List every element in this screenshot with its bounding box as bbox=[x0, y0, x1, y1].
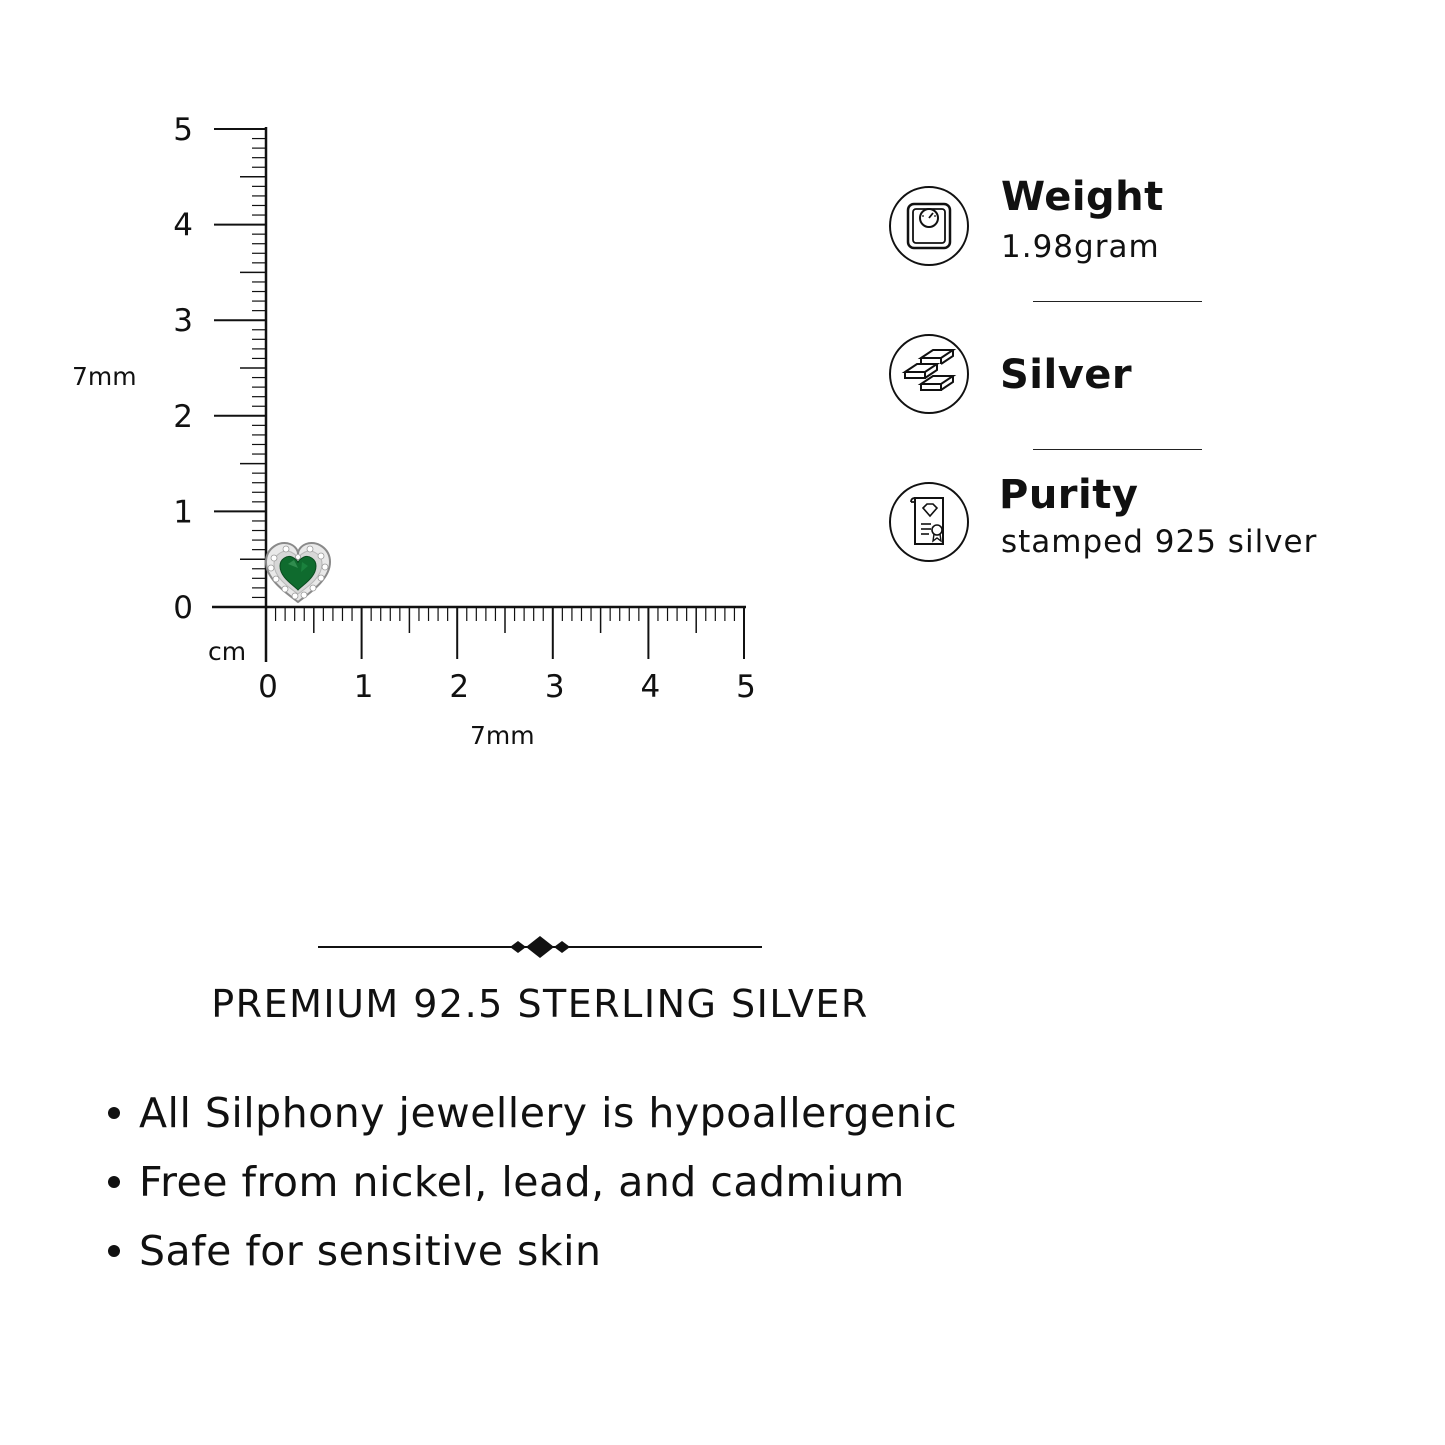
silver-title: Silver bbox=[1000, 352, 1133, 398]
horizontal-tick-label: 5 bbox=[736, 669, 756, 705]
purity-title: Purity bbox=[999, 472, 1139, 518]
list-item bbox=[100, 1218, 957, 1287]
bullet-icon bbox=[108, 1107, 120, 1119]
horizontal-tick-label: 3 bbox=[544, 669, 565, 705]
spec-divider bbox=[1033, 301, 1202, 302]
material-headline: PREMIUM 92.5 STERLING SILVER bbox=[211, 982, 869, 1026]
horizontal-tick-label: 1 bbox=[353, 669, 374, 705]
list-item bbox=[100, 1080, 957, 1149]
feature-list bbox=[100, 1080, 957, 1287]
vertical-size-label: 7mm bbox=[72, 362, 137, 391]
vertical-tick-label: 5 bbox=[173, 112, 193, 148]
horizontal-tick-label: 2 bbox=[449, 669, 470, 705]
spec-divider bbox=[1033, 449, 1202, 450]
horizontal-tick-label: 0 bbox=[258, 669, 278, 705]
horizontal-size-label: 7mm bbox=[470, 721, 535, 750]
weight-title: Weight bbox=[1001, 174, 1164, 220]
bullet-icon bbox=[108, 1176, 120, 1188]
ruler-tick-labels bbox=[173, 112, 756, 705]
weighing-scale-icon bbox=[889, 186, 969, 266]
bullet-icon bbox=[108, 1245, 120, 1257]
vertical-tick-label: 2 bbox=[173, 398, 193, 435]
feature-text: Safe for sensitive skin bbox=[139, 1227, 602, 1275]
unit-label: cm bbox=[208, 637, 247, 666]
ornamental-divider bbox=[316, 930, 764, 964]
vertical-tick-label: 1 bbox=[173, 494, 193, 531]
feature-text: Free from nickel, lead, and cadmium bbox=[139, 1158, 905, 1206]
silver-bars-icon bbox=[889, 334, 969, 414]
certificate-icon bbox=[889, 482, 969, 562]
list-item bbox=[100, 1149, 957, 1218]
vertical-tick-label: 3 bbox=[173, 303, 193, 340]
horizontal-tick-label: 4 bbox=[640, 669, 661, 705]
vertical-tick-label: 4 bbox=[173, 207, 193, 244]
purity-value: stamped 925 silver bbox=[1001, 524, 1318, 560]
feature-text: All Silphony jewellery is hypoallergenic bbox=[139, 1089, 958, 1137]
vertical-tick-label: 0 bbox=[173, 590, 193, 626]
weight-value: 1.98gram bbox=[1001, 229, 1160, 265]
heart-earring-image bbox=[266, 543, 330, 602]
